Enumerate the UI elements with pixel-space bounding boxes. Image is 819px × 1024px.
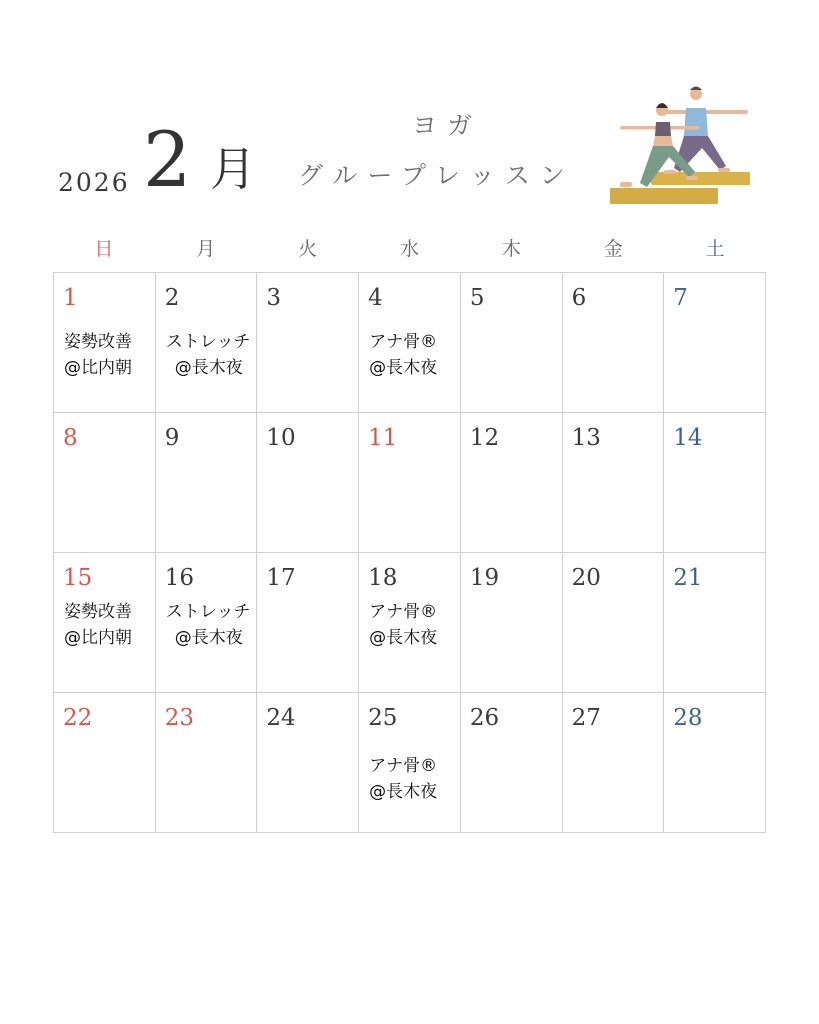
day-number: 25 (368, 705, 398, 731)
day-number: 28 (673, 705, 703, 731)
event-entry (369, 329, 437, 381)
weekday-header (53, 232, 766, 266)
day-cell (359, 413, 461, 553)
event-detail: @長木夜 (174, 628, 243, 648)
day-number: 14 (673, 425, 703, 451)
day-number: 11 (368, 425, 398, 451)
day-number: 1 (63, 285, 78, 311)
day-cell (359, 553, 461, 693)
event-title: 姿勢改善 (64, 602, 132, 622)
day-cell (257, 553, 359, 693)
month-kanji: 月 (210, 142, 256, 196)
event-entry (64, 599, 132, 651)
title-yoga: ヨガ (412, 111, 483, 140)
day-cell (563, 273, 665, 413)
event-title: ストレッチ (165, 602, 251, 622)
year-label: 2026 (58, 168, 130, 197)
day-cell (54, 413, 156, 553)
day-cell (664, 413, 766, 553)
event-title: アナ骨® (369, 602, 438, 622)
weekday-mon: 月 (196, 238, 216, 260)
month-number: 2 (143, 115, 192, 204)
day-number: 27 (571, 705, 601, 731)
day-cell (156, 413, 258, 553)
day-cell (664, 273, 766, 413)
day-cell (156, 693, 258, 833)
day-number: 23 (164, 705, 194, 731)
day-number: 26 (469, 705, 500, 731)
title-group-lesson: グループレッスン (298, 161, 575, 190)
day-number: 18 (368, 565, 398, 591)
day-cell (359, 693, 461, 833)
day-number: 24 (266, 705, 296, 731)
day-number: 20 (571, 565, 601, 591)
event-detail: @長木夜 (369, 358, 438, 378)
event-title: ストレッチ (165, 332, 251, 352)
event-detail: @比内朝 (64, 358, 132, 378)
day-number: 13 (571, 425, 601, 451)
event-detail: @長木夜 (174, 358, 243, 378)
event-entry (369, 599, 437, 651)
day-cell (664, 693, 766, 833)
day-number: 6 (571, 285, 587, 311)
day-cell (563, 553, 665, 693)
day-number: 7 (673, 285, 688, 311)
day-number: 22 (63, 705, 93, 731)
event-entry (64, 329, 132, 381)
day-cell (156, 273, 258, 413)
day-cell (461, 693, 563, 833)
weekday-sat: 土 (705, 238, 725, 260)
day-cell (359, 273, 461, 413)
day-cell (257, 693, 359, 833)
weekday-thu: 木 (501, 238, 521, 260)
day-number: 4 (368, 285, 383, 311)
event-title: アナ骨® (369, 756, 438, 776)
day-cell (54, 273, 156, 413)
day-number: 16 (164, 565, 194, 591)
weekday-wed: 水 (399, 238, 419, 260)
day-number: 5 (469, 285, 485, 311)
day-cell (461, 413, 563, 553)
event-title: 姿勢改善 (64, 332, 132, 352)
event-entry (166, 599, 251, 651)
day-number: 21 (673, 565, 703, 591)
day-number: 19 (469, 565, 500, 591)
day-cell (461, 553, 563, 693)
day-cell (664, 553, 766, 693)
day-number: 12 (469, 425, 500, 451)
calendar-grid (53, 272, 766, 833)
day-cell (461, 273, 563, 413)
event-detail: @長木夜 (369, 628, 438, 648)
day-cell (54, 553, 156, 693)
event-title: アナ骨® (369, 332, 438, 352)
weekday-tue: 火 (298, 238, 318, 260)
event-entry (166, 329, 251, 381)
day-cell (257, 413, 359, 553)
day-number: 8 (63, 425, 78, 451)
weekday-fri: 金 (603, 238, 623, 260)
day-cell (54, 693, 156, 833)
day-cell (563, 413, 665, 553)
day-number: 2 (164, 285, 180, 311)
day-number: 3 (266, 285, 282, 311)
day-cell (156, 553, 258, 693)
day-cell (257, 273, 359, 413)
day-cell (563, 693, 665, 833)
event-entry (369, 753, 437, 805)
yoga-couple-illustration (606, 82, 756, 208)
event-detail: @長木夜 (369, 782, 438, 802)
event-detail: @比内朝 (64, 628, 132, 648)
day-number: 17 (266, 565, 296, 591)
weekday-sun: 日 (94, 238, 114, 260)
day-number: 10 (266, 425, 296, 451)
day-number: 15 (63, 565, 93, 591)
day-number: 9 (164, 425, 180, 451)
